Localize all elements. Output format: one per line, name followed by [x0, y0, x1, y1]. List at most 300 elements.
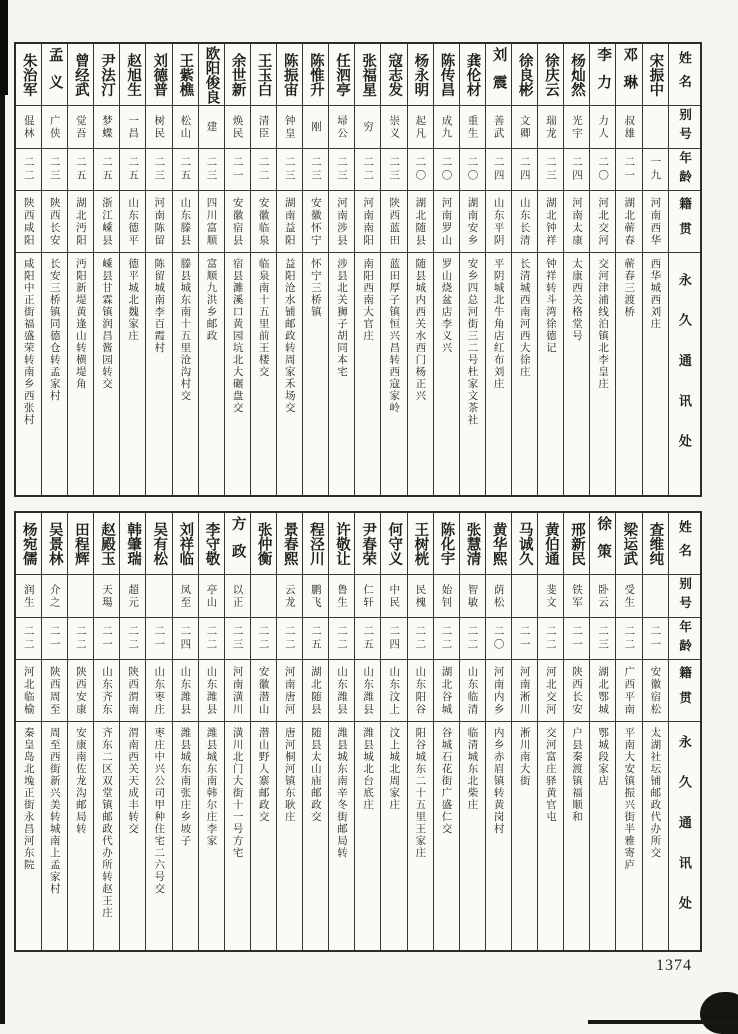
- person-age-cell: 二二: [199, 618, 224, 660]
- person-name-cell: 张福星: [355, 44, 380, 106]
- person-column: [511, 44, 537, 495]
- person-native-cell: 河南罗山: [434, 191, 459, 253]
- person-address-cell: 平阴城北牛角店红布刘庄: [492, 258, 505, 390]
- person-name-cell: 欧阳俊良: [199, 44, 224, 106]
- person-address-cell: 秦皇岛北堍正街永昌河东院: [22, 727, 35, 871]
- person-address-cell: 南阳西南大官庄: [362, 258, 375, 342]
- person-column: [380, 513, 406, 950]
- person-name-cell: 孟义: [42, 44, 67, 106]
- person-alias-cell: 润生: [16, 575, 41, 618]
- person-column: [16, 44, 41, 495]
- header-name: 姓名: [669, 513, 700, 575]
- person-native-cell: 山东齐东: [94, 660, 119, 722]
- person-native-cell: 安徽宿松: [643, 660, 668, 722]
- person-age-cell: 二三: [381, 149, 406, 191]
- person-native-cell: 河南潢川: [225, 660, 250, 722]
- person-address-cell: 周至西街新兴美转城南上孟家村: [48, 727, 61, 895]
- person-age-cell: 二五: [173, 149, 198, 191]
- person-column: [302, 513, 328, 950]
- person-native-cell: 河南内乡: [486, 660, 511, 722]
- person-native-cell: 陕西长安: [42, 191, 67, 253]
- person-column: [93, 513, 119, 950]
- person-age-cell: 二二: [329, 618, 354, 660]
- person-name-cell: 邓琳: [616, 44, 641, 106]
- person-native-cell: 山东德平: [120, 191, 145, 253]
- person-column: [459, 513, 485, 950]
- person-name-cell: 寇志发: [381, 44, 406, 106]
- table-header-column: [668, 44, 700, 495]
- person-name-cell: 程泾川: [303, 513, 328, 575]
- person-column: [511, 513, 537, 950]
- person-name-cell: 余世新: [225, 44, 250, 106]
- person-native-cell: 山东汶上: [381, 660, 406, 722]
- person-native-cell: 陕西长安: [564, 660, 589, 722]
- person-native-cell: 河北临榆: [16, 660, 41, 722]
- person-age-cell: 二三: [199, 149, 224, 191]
- person-age-cell: 二一: [643, 618, 668, 660]
- person-name-cell: 尹春荣: [355, 513, 380, 575]
- person-alias-cell: 崇义: [381, 106, 406, 149]
- person-address-cell: 淅川南大街: [518, 727, 531, 787]
- person-column: [250, 44, 276, 495]
- person-address-cell: 汶上城北周家庄: [388, 727, 401, 811]
- person-native-cell: 四川富顺: [199, 191, 224, 253]
- person-column: [589, 513, 615, 950]
- person-column: [172, 513, 198, 950]
- person-alias-cell: 始钊: [434, 575, 459, 618]
- person-address-cell: 平南大安镇振兴街半雅寄庐: [623, 727, 636, 871]
- person-age-cell: 一九: [643, 149, 668, 191]
- person-alias-cell: 民槐: [408, 575, 433, 618]
- person-age-cell: 二〇: [434, 149, 459, 191]
- registry-table-top: [14, 42, 702, 497]
- person-column: [642, 44, 668, 495]
- person-address-cell: 德平城北魏家庄: [127, 258, 140, 342]
- person-column: [433, 513, 459, 950]
- person-name-cell: 马诚久: [512, 513, 537, 575]
- person-age-cell: 二一: [146, 618, 171, 660]
- person-alias-cell: 起凡: [408, 106, 433, 149]
- person-alias-cell: 文卿: [512, 106, 537, 149]
- person-address-cell: 交河津浦线泊镇北李皇庄: [597, 258, 610, 390]
- person-name-cell: 陈化宇: [434, 513, 459, 575]
- person-column: [354, 513, 380, 950]
- person-column: [145, 44, 171, 495]
- person-native-cell: 河南淅川: [512, 660, 537, 722]
- person-column: [563, 44, 589, 495]
- person-age-cell: 二一: [616, 149, 641, 191]
- person-address-cell: 潢川北门大街十一号方宅: [231, 727, 244, 859]
- person-column: [485, 513, 511, 950]
- person-column: [459, 44, 485, 495]
- header-native: 籍贯: [669, 660, 700, 722]
- person-age-cell: 二二: [460, 618, 485, 660]
- person-alias-cell: 受生: [616, 575, 641, 618]
- person-alias-cell: 天瑒: [94, 575, 119, 618]
- person-address-cell: 蓝田厚子镇恒兴昌转西寇家岭: [388, 258, 401, 414]
- person-native-cell: 安徽宿县: [225, 191, 250, 253]
- person-age-cell: 二三: [538, 149, 563, 191]
- person-age-cell: 二三: [225, 618, 250, 660]
- person-column: [276, 513, 302, 950]
- person-column: [224, 513, 250, 950]
- person-column: [198, 44, 224, 495]
- person-address-cell: 长安三桥镇同德仓转孟家村: [48, 258, 61, 402]
- person-native-cell: 河南太康: [564, 191, 589, 253]
- person-address-cell: 安康南佐龙沟邮局转: [74, 727, 87, 835]
- person-alias-cell: 云龙: [277, 575, 302, 618]
- person-column: [302, 44, 328, 495]
- person-age-cell: 二五: [94, 149, 119, 191]
- person-address-cell: 安乡四总河街三二号杜家文茶社: [466, 258, 479, 426]
- person-name-cell: 李守敬: [199, 513, 224, 575]
- person-address-cell: 临清城东北柴庄: [466, 727, 479, 811]
- person-native-cell: 湖北谷城: [434, 660, 459, 722]
- person-name-cell: 杨永明: [408, 44, 433, 106]
- person-alias-cell: 倱林: [16, 106, 41, 149]
- person-alias-cell: [643, 106, 668, 149]
- person-name-cell: 张仲衡: [251, 513, 276, 575]
- person-address-cell: 枣庄中兴公司甲种住宅二六号交: [153, 727, 166, 895]
- person-native-cell: 河南西华: [643, 191, 668, 253]
- header-native: 籍贯: [669, 191, 700, 253]
- person-address-cell: 户县秦渡镇福顺和: [570, 727, 583, 823]
- person-column: [407, 513, 433, 950]
- person-address-cell: 潍县城东南张庄乡坡子: [179, 727, 192, 847]
- person-age-cell: 二〇: [408, 149, 433, 191]
- person-address-cell: 滕县城东南十五里沧沟村交: [179, 258, 192, 402]
- person-age-cell: 二二: [120, 618, 145, 660]
- person-column: [198, 513, 224, 950]
- person-alias-cell: 松山: [173, 106, 198, 149]
- person-name-cell: 徐庆云: [538, 44, 563, 106]
- person-native-cell: 山东临清: [460, 660, 485, 722]
- person-native-cell: 山东平阴: [486, 191, 511, 253]
- person-address-cell: 涉县北关狮子胡同本宅: [336, 258, 348, 378]
- person-name-cell: 田程辉: [68, 513, 93, 575]
- person-name-cell: 徐策: [590, 513, 615, 575]
- person-alias-cell: 仁轩: [355, 575, 380, 618]
- person-name-cell: 赵旭生: [120, 44, 145, 106]
- person-column: [354, 44, 380, 495]
- person-address-cell: 内乡赤眉镇转黄岗村: [492, 727, 505, 835]
- person-address-cell: 临泉南十五里前王楼交: [257, 258, 270, 378]
- header-address: 永久通讯处: [676, 735, 692, 937]
- person-alias-cell: [146, 575, 171, 618]
- person-age-cell: 二三: [590, 618, 615, 660]
- person-address-cell: 西华城西刘庄: [649, 258, 662, 330]
- person-alias-cell: 以正: [225, 575, 250, 618]
- person-native-cell: 湖北随县: [303, 660, 328, 722]
- person-alias-cell: 刚: [303, 106, 328, 149]
- person-native-cell: 湖北蕲春: [616, 191, 641, 253]
- person-age-cell: 二三: [277, 149, 302, 191]
- header-name: 姓名: [669, 44, 700, 106]
- person-age-cell: 二三: [146, 149, 171, 191]
- person-alias-cell: 善武: [486, 106, 511, 149]
- person-address-cell: 富顺九洪乡邮政: [205, 258, 218, 342]
- person-address-cell: 宿县濉溪口黄园坑北大碾盘交: [231, 258, 244, 414]
- person-address-cell: 沔阳新堤黄逢山转横堤角: [74, 258, 87, 390]
- person-address-cell: 齐东二区双堂镇邮政代办所转赵王庄: [101, 727, 114, 919]
- person-native-cell: 湖南安乡: [460, 191, 485, 253]
- person-address-cell: 随县城内西关水西门杨正兴: [414, 258, 427, 402]
- person-alias-cell: 鲁生: [329, 575, 354, 618]
- person-name-cell: 陈惟升: [303, 44, 328, 106]
- page-number: 1374: [656, 957, 692, 974]
- person-column: [642, 513, 668, 950]
- person-age-cell: 二三: [303, 149, 328, 191]
- person-age-cell: 二二: [616, 618, 641, 660]
- person-age-cell: 二一: [512, 618, 537, 660]
- person-native-cell: 河南唐河: [277, 660, 302, 722]
- person-name-cell: 吴有松: [146, 513, 171, 575]
- header-alias: 别号: [669, 106, 700, 149]
- person-name-cell: 尹法汀: [94, 44, 119, 106]
- person-column: [67, 513, 93, 950]
- person-alias-cell: 荫松: [486, 575, 511, 618]
- person-name-cell: 许敬让: [329, 513, 354, 575]
- person-address-cell: 长清城西南河西大徐庄: [518, 258, 531, 378]
- person-age-cell: 二〇: [460, 149, 485, 191]
- person-address-cell: 交河富庄驿黄官屯: [544, 727, 557, 823]
- person-alias-cell: 斐文: [538, 575, 563, 618]
- person-column: [41, 513, 67, 950]
- scan-artifact-left-edge: [0, 0, 5, 1024]
- person-name-cell: 宋振中: [643, 44, 668, 106]
- person-address-cell: 陈留城南李百霞村: [153, 258, 166, 354]
- person-alias-cell: [643, 575, 668, 618]
- person-column: [93, 44, 119, 495]
- person-name-cell: 刘德普: [146, 44, 171, 106]
- person-name-cell: 王紫樵: [173, 44, 198, 106]
- header-address: 永久通讯处: [676, 273, 692, 475]
- person-native-cell: 陕西咸阳: [16, 191, 41, 253]
- person-name-cell: 王玉白: [251, 44, 276, 106]
- person-column: [328, 44, 354, 495]
- person-age-cell: 二二: [251, 149, 276, 191]
- person-age-cell: 二〇: [590, 149, 615, 191]
- header-age: 年龄: [669, 618, 700, 660]
- person-name-cell: 赵殿玉: [94, 513, 119, 575]
- person-name-cell: 杨宛儒: [16, 513, 41, 575]
- person-alias-cell: 梦蝶: [94, 106, 119, 149]
- person-native-cell: 河南陈留: [146, 191, 171, 253]
- person-alias-cell: 焕民: [225, 106, 250, 149]
- person-age-cell: 二二: [251, 618, 276, 660]
- person-column: [16, 513, 41, 950]
- person-native-cell: 安徽怀宁: [303, 191, 328, 253]
- person-native-cell: 山东阳谷: [408, 660, 433, 722]
- person-native-cell: 山东枣庄: [146, 660, 171, 722]
- person-native-cell: 湖北沔阳: [68, 191, 93, 253]
- person-native-cell: 浙江嵊县: [94, 191, 119, 253]
- person-name-cell: 梁运武: [616, 513, 641, 575]
- person-native-cell: 山东潍县: [329, 660, 354, 722]
- person-name-cell: 朱治军: [16, 44, 41, 106]
- person-address-cell: 潜山野人寨邮政交: [257, 727, 270, 823]
- person-name-cell: 邢新民: [564, 513, 589, 575]
- person-native-cell: 山东潍县: [173, 660, 198, 722]
- person-age-cell: 二二: [408, 618, 433, 660]
- person-column: [328, 513, 354, 950]
- scan-artifact-left-edge-top: [0, 0, 8, 95]
- person-alias-cell: 清臣: [251, 106, 276, 149]
- person-name-cell: 韩肇瑞: [120, 513, 145, 575]
- person-address-cell: 鄂城段家店: [597, 727, 610, 787]
- person-age-cell: 二一: [42, 618, 67, 660]
- person-alias-cell: 亭山: [199, 575, 224, 618]
- person-alias-cell: 铁军: [564, 575, 589, 618]
- person-alias-cell: 成九: [434, 106, 459, 149]
- person-address-cell: 太康西关格堂号: [570, 258, 583, 342]
- person-column: [485, 44, 511, 495]
- person-native-cell: 河南南阳: [355, 191, 380, 253]
- person-column: [119, 513, 145, 950]
- person-age-cell: 二五: [355, 618, 380, 660]
- person-column: [589, 44, 615, 495]
- person-address-cell: 钟祥转斗湾徐德记: [544, 258, 557, 354]
- person-age-cell: 二四: [512, 149, 537, 191]
- person-name-cell: 陈振宙: [277, 44, 302, 106]
- scan-artifact-bottom-edge: [588, 1020, 738, 1024]
- person-native-cell: 陕西周至: [42, 660, 67, 722]
- person-native-cell: 河北交河: [538, 660, 563, 722]
- person-age-cell: 二一: [94, 618, 119, 660]
- person-age-cell: 二五: [303, 618, 328, 660]
- person-name-cell: 杨灿然: [564, 44, 589, 106]
- person-alias-cell: 光宇: [564, 106, 589, 149]
- person-alias-cell: 埽公: [329, 106, 354, 149]
- person-column: [615, 513, 641, 950]
- person-name-cell: 任泗亭: [329, 44, 354, 106]
- person-column: [250, 513, 276, 950]
- person-native-cell: 山东滕县: [173, 191, 198, 253]
- person-age-cell: 二五: [120, 149, 145, 191]
- person-alias-cell: 介之: [42, 575, 67, 618]
- person-alias-cell: 叔雄: [616, 106, 641, 149]
- person-alias-cell: 穷: [355, 106, 380, 149]
- person-name-cell: 陈传昌: [434, 44, 459, 106]
- person-alias-cell: [512, 575, 537, 618]
- person-column: [224, 44, 250, 495]
- person-column: [276, 44, 302, 495]
- person-alias-cell: 觉吾: [68, 106, 93, 149]
- header-alias: 别号: [669, 575, 700, 618]
- person-name-cell: 李力: [590, 44, 615, 106]
- person-alias-cell: 凤至: [173, 575, 198, 618]
- person-alias-cell: 力人: [590, 106, 615, 149]
- person-alias-cell: 树民: [146, 106, 171, 149]
- person-age-cell: 二二: [355, 149, 380, 191]
- person-native-cell: 安徽临泉: [251, 191, 276, 253]
- person-age-cell: 二四: [173, 618, 198, 660]
- person-alias-cell: 鹏飞: [303, 575, 328, 618]
- person-alias-cell: [68, 575, 93, 618]
- person-name-cell: 黄华熙: [486, 513, 511, 575]
- person-alias-cell: 智敏: [460, 575, 485, 618]
- person-name-cell: 刘祥临: [173, 513, 198, 575]
- person-native-cell: 湖北随县: [408, 191, 433, 253]
- registry-table-bottom: [14, 511, 702, 952]
- person-age-cell: 二三: [42, 149, 67, 191]
- person-age-cell: 二二: [434, 618, 459, 660]
- person-age-cell: 二二: [16, 149, 41, 191]
- person-alias-cell: 建: [199, 106, 224, 149]
- header-age: 年龄: [669, 149, 700, 191]
- person-address-cell: 罗山烧盆店李义兴: [440, 258, 453, 354]
- person-name-cell: 刘震: [486, 44, 511, 106]
- person-alias-cell: 卧云: [590, 575, 615, 618]
- person-native-cell: 山东长清: [512, 191, 537, 253]
- person-address-cell: 怀宁三桥镇: [309, 258, 322, 318]
- person-alias-cell: 广侠: [42, 106, 67, 149]
- person-age-cell: 二四: [381, 618, 406, 660]
- person-native-cell: 湖北钟祥: [538, 191, 563, 253]
- person-address-cell: 潍县城北台底庄: [362, 727, 375, 811]
- person-native-cell: 山东潍县: [199, 660, 224, 722]
- person-age-cell: 二五: [68, 149, 93, 191]
- person-age-cell: 二三: [329, 149, 354, 191]
- person-alias-cell: 钟皇: [277, 106, 302, 149]
- person-alias-cell: 瑞龙: [538, 106, 563, 149]
- person-alias-cell: [251, 575, 276, 618]
- person-alias-cell: 超元: [120, 575, 145, 618]
- person-address-cell: 渭南西关天成丰转交: [127, 727, 140, 835]
- person-column: [172, 44, 198, 495]
- table-header-column: [668, 513, 700, 950]
- person-age-cell: 二四: [486, 149, 511, 191]
- person-native-cell: 河南涉县: [329, 191, 354, 253]
- person-column: [537, 44, 563, 495]
- person-alias-cell: 中民: [381, 575, 406, 618]
- person-age-cell: 二〇: [486, 618, 511, 660]
- person-column: [433, 44, 459, 495]
- person-age-cell: 二二: [538, 618, 563, 660]
- person-native-cell: 陕西安康: [68, 660, 93, 722]
- person-column: [41, 44, 67, 495]
- person-alias-cell: 一昌: [120, 106, 145, 149]
- person-age-cell: 二二: [68, 618, 93, 660]
- person-name-cell: 方政: [225, 513, 250, 575]
- person-column: [563, 513, 589, 950]
- scan-artifact-corner: [700, 992, 738, 1034]
- person-address-cell: 唐河桐河镇东耿庄: [283, 727, 296, 823]
- person-native-cell: 山东潍县: [355, 660, 380, 722]
- person-age-cell: 二二: [16, 618, 41, 660]
- person-address-cell: 随县太山庙邮政交: [309, 727, 322, 823]
- person-address-cell: 太湖社坛铺邮政代办所交: [649, 727, 662, 859]
- person-name-cell: 徐良彬: [512, 44, 537, 106]
- person-address-cell: 谷城石花街广盛仁交: [440, 727, 453, 835]
- person-name-cell: 吴景林: [42, 513, 67, 575]
- person-address-cell: 潍县城东南韩尔庄李家: [205, 727, 218, 847]
- person-column: [537, 513, 563, 950]
- person-native-cell: 陕西蓝田: [381, 191, 406, 253]
- person-name-cell: 景春熙: [277, 513, 302, 575]
- person-name-cell: 王树桄: [408, 513, 433, 575]
- person-age-cell: 二一: [225, 149, 250, 191]
- person-name-cell: 曾经武: [68, 44, 93, 106]
- person-native-cell: 陕西渭南: [120, 660, 145, 722]
- person-native-cell: 河北交河: [590, 191, 615, 253]
- person-column: [119, 44, 145, 495]
- person-age-cell: 二一: [564, 618, 589, 660]
- person-column: [145, 513, 171, 950]
- person-name-cell: 何守义: [381, 513, 406, 575]
- person-name-cell: 张慧清: [460, 513, 485, 575]
- person-native-cell: 湖南益阳: [277, 191, 302, 253]
